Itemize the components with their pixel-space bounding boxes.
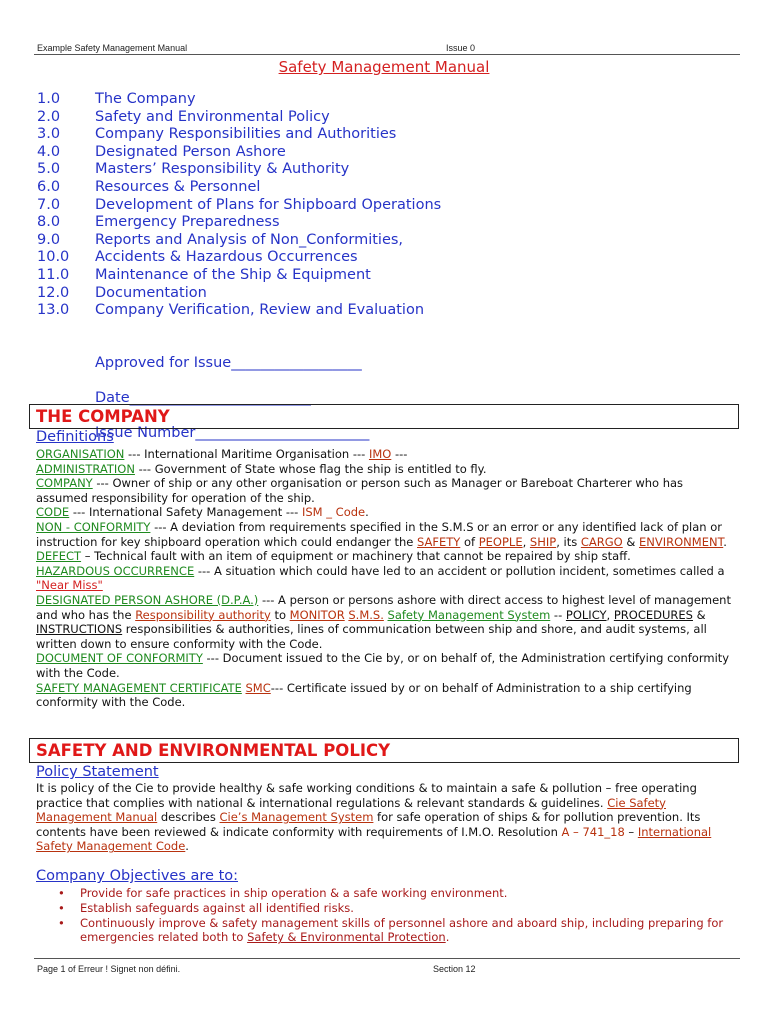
list-item: • Provide for safe practices in ship operation & a safe working environment. (58, 886, 508, 900)
link-near-miss[interactable]: "Near Miss" (36, 578, 103, 593)
abbr-ism-code: ISM _ Code (301, 505, 366, 520)
toc-label: The Company (95, 91, 196, 107)
toc-number: 12.0 (37, 284, 70, 301)
toc-number: 4.0 (37, 143, 61, 160)
def-dpa: DESIGNATED PERSON ASHORE (D.P.A.) --- A person or persons ashore with direct access to highest level of management and who has the Responsibility authority to MONITOR S.M.S. Safety Management System -- POLICY, PROCEDURES & INSTRUCTIONS responsibilities & authorities, lines of communication between ship and shore, and audit systems, all written down to ensure conformity with the Code. (36, 592, 731, 651)
link-safety-environmental-protection[interactable]: Safety & Environmental Protection (247, 930, 446, 945)
footer-rule (34, 958, 740, 959)
toc-label: Emergency Preparedness (95, 214, 280, 231)
toc-label: Reports and Analysis of Non_Conformities, (95, 231, 404, 248)
link-ism-code[interactable]: International Safety Management Code (36, 824, 712, 854)
term-administration[interactable]: ADMINISTRATION (36, 461, 135, 476)
link-safety-management-system[interactable]: Safety Management System (387, 607, 551, 622)
link-cargo[interactable]: CARGO (580, 534, 623, 549)
toc-number: 8.0 (37, 214, 61, 231)
toc-label: Maintenance of the Ship & Equipment (95, 266, 371, 283)
abbr-imo[interactable]: IMO (368, 447, 392, 461)
page-title: Safety Management Manual (278, 58, 490, 76)
term-hazardous-occurrence[interactable]: HAZARDOUS OCCURRENCE (36, 563, 195, 578)
abbr-smc[interactable]: SMC (245, 680, 271, 695)
toc-item[interactable] (37, 179, 441, 197)
toc-item[interactable] (37, 144, 441, 162)
toc-number: 1.0 (37, 91, 61, 107)
def-administration: ADMINISTRATION --- Government of State whose flag the ship is entitled to fly. (36, 461, 487, 476)
def-smc: SAFETY MANAGEMENT CERTIFICATE SMC--- Certificate issued by or on behalf of Administration to a ship certifying conformity with the Code. (36, 680, 692, 710)
toc-label: Accidents & Hazardous Occurrences (95, 249, 358, 266)
link-ship[interactable]: SHIP (529, 534, 557, 549)
toc-number: 11.0 (37, 266, 70, 283)
toc-label: Resources & Personnel (95, 178, 261, 195)
list-item: • Continuously improve & safety management skills of personnel ashore and aboard ship, including preparing for emergencies related both to Safety & Environmental Protection. (58, 915, 724, 945)
def-non-conformity: NON - CONFORMITY --- A deviation from requirements specified in the S.M.S or an error or any identified lack of plan or instruction for key shipboard operation which could endanger the SAFETY of PEOPLE, SHIP, its CARGO & ENVIRONMENT. (36, 519, 727, 549)
section-heading-policy: SAFETY AND ENVIRONMENTAL POLICY (29, 738, 739, 763)
link-cie-safety-manual[interactable]: Cie Safety Management Manual (36, 795, 666, 825)
link-sms[interactable]: S.M.S. (348, 607, 384, 622)
link-people[interactable]: PEOPLE (478, 534, 523, 549)
footer-right: Section 12 (433, 964, 476, 974)
toc-item[interactable] (37, 91, 441, 109)
toc-item[interactable] (37, 197, 441, 215)
link-responsibility-authority[interactable]: Responsibility authority (135, 607, 271, 622)
link-cie-management-system[interactable]: Cie’s Management System (219, 810, 374, 825)
def-organisation: ORGANISATION --- International Maritime Organisation --- IMO --- (36, 447, 408, 461)
approval-block (95, 337, 369, 460)
term-organisation[interactable]: ORGANISATION (36, 447, 125, 461)
footer-left: Page 1 of Erreur ! Signet non défini. (37, 964, 181, 974)
term-defect[interactable]: DEFECT (36, 549, 82, 564)
approval-date: Date_________________________ (95, 389, 311, 406)
toc-item[interactable] (37, 232, 441, 250)
definitions-list (36, 447, 736, 710)
list-item: • Establish safeguards against all identified risks. (58, 900, 354, 915)
link-instructions[interactable]: INSTRUCTIONS (36, 622, 123, 637)
toc-label: Safety and Environmental Policy (95, 108, 330, 125)
toc-number: 9.0 (37, 231, 61, 248)
toc-label: Masters’ Responsibility & Authority (95, 161, 350, 178)
toc-item[interactable] (37, 109, 441, 127)
header-rule (34, 54, 740, 55)
toc-number: 10.0 (37, 249, 70, 266)
objectives-list (58, 886, 738, 945)
def-hazardous-occurrence: HAZARDOUS OCCURRENCE --- A situation which could have led to an accident or pollution incident, sometimes called a "Near Miss" (36, 563, 725, 593)
toc-item[interactable] (37, 285, 441, 303)
toc-label: Company Verification, Review and Evaluation (95, 302, 425, 319)
header-right: Issue 0 (446, 43, 476, 53)
approved-for-issue: Approved for Issue__________________ (95, 354, 362, 371)
toc-label: Documentation (95, 284, 207, 301)
toc-item[interactable] (37, 302, 441, 320)
term-dpa[interactable]: DESIGNATED PERSON ASHORE (D.P.A.) (36, 592, 259, 607)
toc-number: 13.0 (37, 302, 70, 319)
toc-item[interactable] (37, 267, 441, 285)
resolution-number: A – 741_18 (561, 824, 625, 839)
def-document-of-conformity: DOCUMENT OF CONFORMITY --- Document issued to the Cie by, or on behalf of, the Administration certifying conformity with the Code. (36, 651, 730, 680)
toc-number: 5.0 (37, 161, 61, 178)
term-company[interactable]: COMPANY (36, 476, 93, 491)
toc-item[interactable] (37, 214, 441, 232)
policy-statement-title[interactable]: Policy Statement (36, 764, 159, 780)
toc-label: Development of Plans for Shipboard Operations (95, 196, 442, 213)
link-policy[interactable]: POLICY (565, 607, 607, 622)
toc-item[interactable] (37, 126, 441, 144)
term-code[interactable]: CODE (36, 505, 70, 520)
def-company: COMPANY --- Owner of ship or any other organisation or person such as Manager or Bareboat Charterer who has assumed responsibility for operation of the ship. (36, 476, 684, 505)
link-environment[interactable]: ENVIRONMENT (639, 534, 724, 549)
toc-number: 7.0 (37, 196, 61, 213)
table-of-contents (37, 91, 441, 320)
toc-item[interactable] (37, 161, 441, 179)
definitions-title[interactable]: Definitions (36, 429, 114, 445)
link-safety[interactable]: SAFETY (417, 534, 461, 549)
section-heading-company: THE COMPANY (29, 404, 739, 429)
toc-label: Designated Person Ashore (95, 143, 286, 160)
issue-number: Issue Number________________________ (95, 424, 370, 441)
toc-number: 6.0 (37, 178, 61, 195)
term-safety-management-certificate[interactable]: SAFETY MANAGEMENT CERTIFICATE (36, 680, 242, 695)
toc-number: 3.0 (37, 126, 61, 143)
def-defect: DEFECT – Technical fault with an item of equipment or machinery that cannot be repaired by ship staff. (36, 549, 631, 564)
toc-item[interactable] (37, 249, 441, 267)
link-monitor[interactable]: MONITOR (289, 607, 345, 622)
def-code: CODE --- International Safety Management --- ISM _ Code. (36, 505, 369, 520)
term-document-of-conformity[interactable]: DOCUMENT OF CONFORMITY (36, 651, 203, 666)
policy-statement: It is policy of the Cie to provide healthy & safe working conditions & to maintain a safe & pollution – free operating practice that complies with national & international regulations & relevant standards & guidelines. Cie Safety Management Manual describes Cie’s Management System for safe operation of ships & for pollution prevention. Its contents have been reviewed & indicate conformity with requirements of I.M.O. Resolution A – 741_18 – International Safety Management Code. (36, 781, 712, 854)
toc-number: 2.0 (37, 108, 61, 125)
header-left: Example Safety Management Manual (37, 43, 188, 53)
objectives-title[interactable]: Company Objectives are to: (36, 868, 239, 884)
term-non-conformity[interactable]: NON - CONFORMITY (36, 519, 151, 534)
toc-label: Company Responsibilities and Authorities (95, 126, 397, 143)
link-procedures[interactable]: PROCEDURES (613, 607, 693, 622)
